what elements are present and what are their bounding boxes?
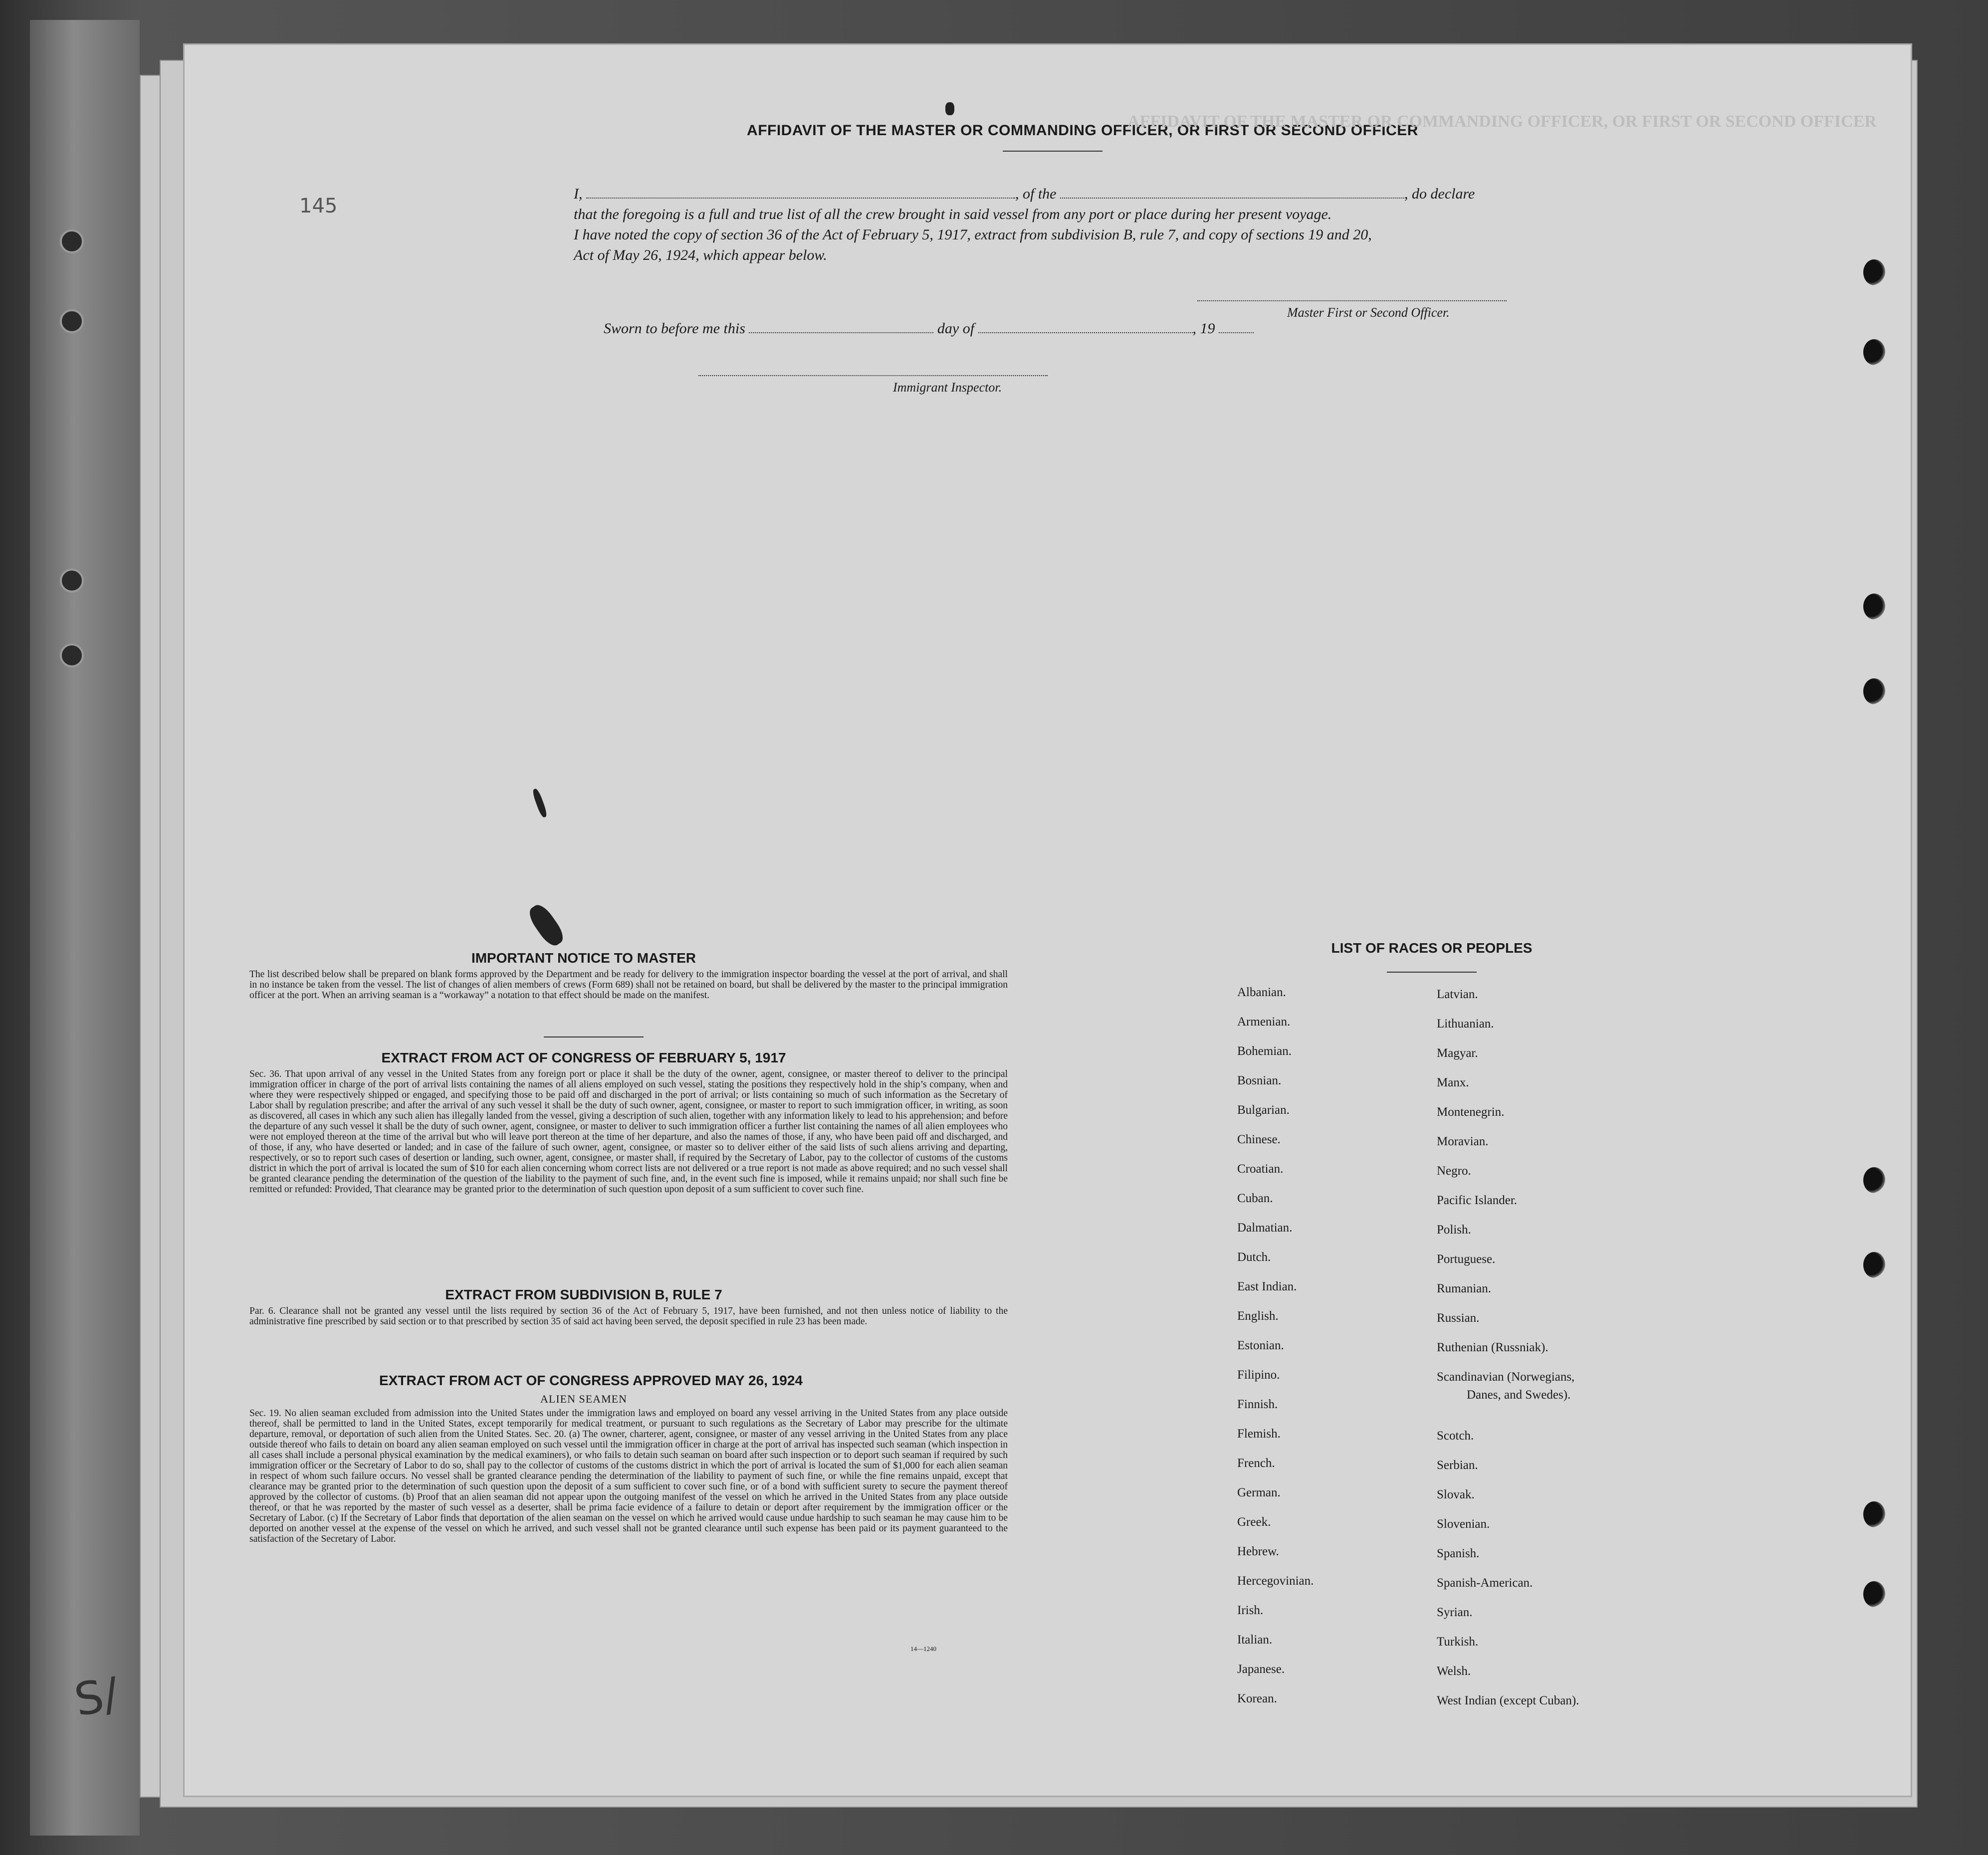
affidavit-do-declare: , do declare	[1404, 186, 1475, 202]
divider	[1003, 151, 1103, 152]
punch-hole	[1863, 1167, 1885, 1193]
ink-mark	[531, 788, 548, 818]
binder-hole	[60, 229, 84, 253]
race-item: Greek.	[1237, 1515, 1271, 1529]
extract-rule7-title: EXTRACT FROM SUBDIVISION B, RULE 7	[445, 1287, 722, 1302]
race-item: Serbian.	[1437, 1458, 1478, 1472]
vessel-name-blank[interactable]	[1060, 188, 1404, 199]
punch-hole	[1863, 1501, 1885, 1527]
race-item: East Indian.	[1237, 1280, 1297, 1293]
divider	[1387, 972, 1477, 973]
extract-1917-title: EXTRACT FROM ACT OF CONGRESS OF FEBRUARY 5, 1917	[381, 1050, 786, 1065]
inspector-signature-line[interactable]	[698, 375, 1048, 376]
master-name-blank[interactable]	[586, 188, 1015, 199]
race-item: Manx.	[1437, 1076, 1469, 1089]
notice-body: The list described below shall be prepared on blank forms approved by the Department and be ready for delivery to the immigration inspector boarding the vessel at the port of arrival, and shall in no instance be taken from the vessel. The list of changes of alien members of crews (Form 689) shall not be retained on board, but shall be delivered by the master to the principal immigration officer at the port. When an arriving seaman is a “workaway” a notation to that effect should be made on the manifest.	[249, 969, 1008, 1001]
race-item: Moravian.	[1437, 1135, 1489, 1148]
ink-mark	[945, 102, 954, 115]
race-item: Scotch.	[1437, 1429, 1474, 1443]
race-item: Filipino.	[1237, 1368, 1280, 1382]
form-number: 14—1240	[910, 1645, 936, 1652]
binder-hole	[60, 309, 84, 333]
race-item: Japanese.	[1237, 1662, 1285, 1676]
sworn-year-prefix: , 19	[1192, 320, 1215, 337]
race-item: Finnish.	[1237, 1398, 1278, 1411]
binder-hole	[60, 643, 84, 667]
race-item: French.	[1237, 1456, 1275, 1470]
extract-1917-body: Sec. 36. That upon arrival of any vessel in the United States from any foreign port or place it shall be the duty of the owner, agent, consignee, or master thereof to deliver to the principal immigration officer in charge of the port of arrival lists containing the names of all aliens employed on such vessel, stating the positions they respectively hold in the ship’s company, when and where they were respectively shipped or engaged, and specifying those to be paid off and discharged in the port of arrival; or lists containing so much of such information as the Secretary of Labor shall by regulation prescribe; and after the arrival of any such vessel it shall be the duty of such owner, agent, consignee, or master to report to such immigration officer, in writing, as soon as discovered, all cases in which any such alien has illegally landed from the vessel, giving a description of such alien, together with any information likely to lead to his apprehension; and before the departure of any such vessel it shall be the duty of such owner, agent, consignee, or master to deliver to such immigration officer a further list containing the names of all alien employees who were not employed thereon at the time of the arrival but who will leave port thereon at the time of her departure, and also the names of those, if any, who have been paid off and discharged, and of those, if any, who have deserted or landed; and in case of the failure of such owner, agent, consignee, or master so to deliver either of the said lists of such aliens arriving and departing, respectively, or so to report such cases of desertion or landing, such owner, agent, consignee, or master shall, if required by the Secretary of Labor, pay to the collector of customs of the customs district in which the port of arrival is located the sum of $10 for each alien concerning whom correct lists are not delivered or a true report is not made as above required; and no such vessel shall be granted clearance pending the determination of the question of the liability to the payment of such fine, and, in the event such fine is imposed, while it remains unpaid; nor shall such fine be remitted or refunded: Provided, That clearance may be granted prior to the determination of such question upon deposit of a sum sufficient to cover such fine.	[249, 1069, 1008, 1195]
race-item: Bohemian.	[1237, 1044, 1292, 1058]
margin-handwriting: S/	[70, 1667, 123, 1727]
race-item: Ruthenian (Russniak).	[1437, 1341, 1548, 1354]
races-right-column	[1437, 988, 1579, 1723]
race-item: West Indian (except Cuban).	[1437, 1694, 1579, 1707]
sworn-text: Sworn to before me this	[604, 320, 745, 337]
race-item: Spanish-American.	[1437, 1576, 1533, 1590]
race-item: Croatian.	[1237, 1162, 1284, 1176]
binder-hole	[60, 569, 84, 593]
race-item: Lithuanian.	[1437, 1017, 1494, 1031]
document-sheet	[70, 45, 1911, 1796]
race-item: Scandinavian (Norwegians,	[1437, 1370, 1575, 1384]
handwritten-number: 145	[299, 195, 338, 217]
race-item: Slovak.	[1437, 1488, 1475, 1501]
race-item: Slovenian.	[1437, 1517, 1490, 1531]
divider	[544, 1036, 644, 1037]
race-item: Spanish.	[1437, 1547, 1480, 1560]
race-item: Korean.	[1237, 1692, 1277, 1705]
race-item: Irish.	[1237, 1604, 1264, 1617]
race-item: Pacific Islander.	[1437, 1194, 1518, 1207]
master-signature-line[interactable]	[1197, 300, 1507, 301]
affidavit-of-the: , of the	[1015, 186, 1057, 202]
punch-hole	[1863, 1581, 1885, 1607]
race-item: Danes, and Swedes).	[1467, 1388, 1571, 1402]
master-signature-label: Master First or Second Officer.	[1287, 305, 1450, 320]
race-item: Turkish.	[1437, 1635, 1479, 1649]
race-item: Chinese.	[1237, 1133, 1281, 1146]
race-item: Montenegrin.	[1437, 1105, 1505, 1119]
race-item: Portuguese.	[1437, 1252, 1496, 1266]
inspector-signature-label: Immigrant Inspector.	[893, 380, 1002, 395]
race-item: Bulgarian.	[1237, 1103, 1290, 1117]
extract-1924-subtitle: ALIEN SEAMEN	[540, 1393, 627, 1405]
affidavit-line-3: I have noted the copy of section 36 of the Act of February 5, 1917, extract from subdivision B, rule 7, and copy of sections 19 and 20,	[574, 226, 1372, 243]
notice-title: IMPORTANT NOTICE TO MASTER	[471, 950, 696, 966]
race-item: Dalmatian.	[1237, 1221, 1293, 1235]
extract-1924-title: EXTRACT FROM ACT OF CONGRESS APPROVED MAY 26, 1924	[379, 1373, 803, 1388]
race-item: Polish.	[1437, 1223, 1471, 1237]
affidavit-i: I,	[574, 186, 583, 202]
race-item: Welsh.	[1437, 1664, 1471, 1678]
sworn-line	[604, 320, 1254, 337]
punch-hole	[1863, 259, 1885, 285]
race-item: Dutch.	[1237, 1250, 1271, 1264]
punch-hole	[1863, 339, 1885, 365]
race-item: Magyar.	[1437, 1046, 1478, 1060]
races-title: LIST OF RACES OR PEOPLES	[1331, 940, 1533, 956]
bleed-through-text: AFFIDAVIT OF THE MASTER OR COMMANDING OFFICER, OR FIRST OR SECOND OFFICER	[1127, 112, 1877, 131]
punch-hole	[1863, 1252, 1885, 1278]
sworn-month-blank[interactable]	[978, 322, 1193, 333]
race-item: Cuban.	[1237, 1192, 1273, 1205]
race-item: Latvian.	[1437, 988, 1478, 1001]
affidavit-title: AFFIDAVIT OF THE MASTER OR COMMANDING OFFICER, OR FIRST OR SECOND OFFICER	[747, 122, 1418, 139]
binder-strip	[30, 20, 140, 1836]
race-item: Rumanian.	[1437, 1282, 1492, 1295]
race-item: Negro.	[1437, 1164, 1471, 1178]
race-item: Bosnian.	[1237, 1074, 1282, 1087]
affidavit-line-1	[574, 186, 1475, 203]
punch-hole	[1863, 678, 1885, 704]
ink-mark	[525, 901, 567, 950]
race-item: Italian.	[1237, 1633, 1273, 1647]
race-item: Syrian.	[1437, 1606, 1473, 1619]
affidavit-line-2: that the foregoing is a full and true list of all the crew brought in said vessel from any port or place during her present voyage.	[574, 206, 1332, 222]
extract-1924-body: Sec. 19. No alien seaman excluded from admission into the United States under the immigration laws and employed on board any vessel arriving in the United States from any place outside thereof, shall be permitted to land in the United States, except temporarily for medical treatment, or pursuant to such regulations as the Secretary of Labor may prescribe for the ultimate departure, removal, or deportation of such alien from the United States. Sec. 20. (a) The owner, charterer, agent, consignee, or master of any vessel arriving in the United States from any place outside thereof who fails to detain on board any alien seaman employed on such vessel until the immigration officer in charge at the port of arrival has inspected such seaman (which inspection in all cases shall include a personal physical examination by the medical examiners), or who fails to detain such seaman on board after such inspection or to deport such seaman if required by such immigration officer or the Secretary of Labor to do so, shall pay to the collector of customs of the customs district in which the port of arrival is located the sum of $1,000 for each alien seaman in respect of whom such failure occurs. No vessel shall be granted clearance pending the determination of the liability to payment of such fine, or while the fine remains unpaid, except that clearance may be granted prior to the determination of such question upon the deposit of a sum sufficient to cover such fine, or of a bond with sufficient surety to secure the payment thereof approved by the collector of customs. (b) Proof that an alien seaman did not appear upon the outgoing manifest of the vessel on which he arrived in the United States from any place outside thereof, or that he was reported by the master of such vessel as a deserter, shall be prima facie evidence of a failure to detain or deport after requirement by the immigration officer or the Secretary of Labor. (c) If the Secretary of Labor finds that deportation of the alien seaman on the vessel on which he arrived would cause undue hardship to such seaman he may cause him to be deported on another vessel at the expense of the vessel on which he arrived, and such vessel shall not be granted clearance until such expense has been paid or its payment guaranteed to the satisfaction of the Secretary of Labor.	[249, 1408, 1008, 1544]
race-item: Russian.	[1437, 1311, 1480, 1325]
punch-hole	[1863, 594, 1885, 619]
affidavit-line-4: Act of May 26, 1924, which appear below.	[574, 247, 827, 263]
race-item: Armenian.	[1237, 1015, 1291, 1029]
race-item: English.	[1237, 1309, 1279, 1323]
sworn-day-blank[interactable]	[749, 322, 933, 333]
race-item: Hercegovinian.	[1237, 1574, 1314, 1588]
races-left-column	[1237, 986, 1314, 1721]
race-item: Flemish.	[1237, 1427, 1281, 1441]
extract-rule7-body: Par. 6. Clearance shall not be granted any vessel until the lists required by section 36 of the Act of February 5, 1917, have been furnished, and not then unless notice of liability to the administrative fine prescribed by said section or to that prescribed by section 35 of said act having been served, the deposit specified in rule 23 has been made.	[249, 1306, 1008, 1327]
race-item: German.	[1237, 1486, 1281, 1499]
race-item: Estonian.	[1237, 1339, 1284, 1352]
race-item: Hebrew.	[1237, 1545, 1279, 1558]
sworn-day-of: day of	[937, 320, 975, 337]
sworn-year-blank[interactable]	[1219, 322, 1254, 333]
race-item: Albanian.	[1237, 986, 1286, 999]
